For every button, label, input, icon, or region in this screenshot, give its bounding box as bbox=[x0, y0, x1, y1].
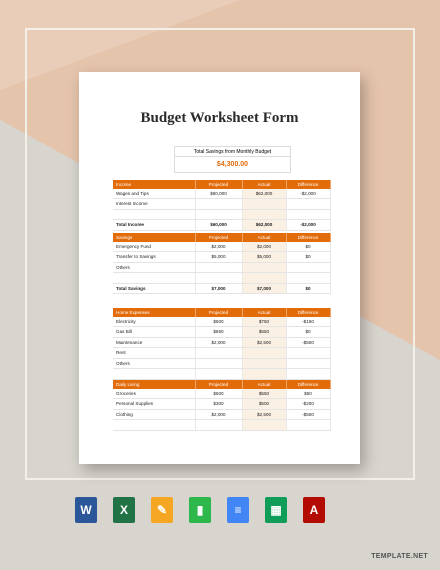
actual-cell bbox=[242, 420, 286, 431]
budget-table-daily-living bbox=[113, 380, 331, 431]
table-row bbox=[113, 348, 330, 359]
row-label: Transfer to Savings bbox=[113, 252, 195, 263]
row-label bbox=[113, 209, 195, 220]
brand-logo bbox=[371, 553, 428, 560]
column-header: Actual bbox=[242, 380, 286, 389]
brand-name: TEMPLATE bbox=[371, 553, 411, 560]
numbers-icon[interactable] bbox=[189, 497, 211, 523]
projected-cell bbox=[195, 358, 242, 369]
document-title: Budget Worksheet Form bbox=[140, 110, 299, 126]
projected-cell bbox=[195, 199, 242, 210]
table-row bbox=[113, 369, 330, 380]
table-row bbox=[113, 317, 330, 327]
budget-table-savings bbox=[113, 233, 331, 294]
total-row bbox=[113, 220, 330, 231]
row-label: Total Savings bbox=[113, 283, 195, 294]
table-row bbox=[113, 358, 330, 369]
row-label bbox=[113, 273, 195, 284]
table-row bbox=[113, 273, 330, 284]
difference-cell bbox=[286, 209, 330, 220]
difference-cell bbox=[286, 358, 330, 369]
pdf-icon[interactable] bbox=[303, 497, 325, 523]
actual-cell: $2,500 bbox=[242, 337, 286, 348]
google-sheets-icon[interactable] bbox=[265, 497, 287, 523]
row-label: Electricity bbox=[113, 317, 195, 327]
word-icon[interactable] bbox=[75, 497, 97, 523]
table-row bbox=[113, 337, 330, 348]
actual-cell: $62,000 bbox=[242, 220, 286, 231]
projected-cell bbox=[195, 209, 242, 220]
column-header: Difference bbox=[286, 233, 330, 242]
difference-cell: $0 bbox=[286, 242, 330, 252]
total-savings-label: Total Savings from Monthly Budget bbox=[175, 147, 291, 157]
row-label: Maintenance bbox=[113, 337, 195, 348]
projected-cell: $2,000 bbox=[195, 242, 242, 252]
difference-cell: -$500 bbox=[286, 337, 330, 348]
difference-cell: -$500 bbox=[286, 409, 330, 420]
actual-cell: $750 bbox=[242, 317, 286, 327]
column-header: Actual bbox=[242, 308, 286, 317]
section-header: Income bbox=[113, 180, 195, 189]
actual-cell bbox=[242, 209, 286, 220]
total-row bbox=[113, 283, 330, 294]
difference-cell: -$2,000 bbox=[286, 220, 330, 231]
row-label bbox=[113, 369, 195, 380]
difference-cell bbox=[286, 369, 330, 380]
table-header-row bbox=[113, 308, 330, 317]
section-header: Savings bbox=[113, 233, 195, 242]
brand-suffix: .NET bbox=[410, 553, 428, 560]
table-header-row bbox=[113, 180, 330, 189]
actual-cell bbox=[242, 358, 286, 369]
table-row bbox=[113, 399, 330, 410]
difference-cell bbox=[286, 273, 330, 284]
column-header: Projected bbox=[195, 233, 242, 242]
column-header: Projected bbox=[195, 380, 242, 389]
difference-cell: $0 bbox=[286, 327, 330, 338]
actual-cell: $500 bbox=[242, 399, 286, 410]
difference-cell: $50 bbox=[286, 389, 330, 399]
difference-cell: -$2,000 bbox=[286, 189, 330, 199]
total-savings-box bbox=[174, 146, 291, 173]
row-label: Rent bbox=[113, 348, 195, 359]
google-docs-icon[interactable] bbox=[227, 497, 249, 523]
pdf-icon-glyph: A bbox=[309, 503, 319, 517]
table-row bbox=[113, 262, 330, 273]
table-header-row bbox=[113, 233, 330, 242]
table-row bbox=[113, 420, 330, 431]
excel-icon-glyph: X bbox=[119, 503, 128, 517]
table-row bbox=[113, 409, 330, 420]
projected-cell: $60,000 bbox=[195, 220, 242, 231]
actual-cell: $62,000 bbox=[242, 189, 286, 199]
format-icons-row bbox=[75, 497, 365, 523]
column-header: Projected bbox=[195, 308, 242, 317]
table-row bbox=[113, 209, 330, 220]
row-label: Others bbox=[113, 358, 195, 369]
projected-cell: $600 bbox=[195, 389, 242, 399]
row-label: Emergency Fund bbox=[113, 242, 195, 252]
difference-cell: $0 bbox=[286, 252, 330, 263]
actual-cell: $650 bbox=[242, 327, 286, 338]
column-header: Difference bbox=[286, 380, 330, 389]
pages-icon[interactable] bbox=[151, 497, 173, 523]
row-label: Clothing bbox=[113, 409, 195, 420]
actual-cell: $5,000 bbox=[242, 252, 286, 263]
projected-cell bbox=[195, 262, 242, 273]
column-header: Actual bbox=[242, 180, 286, 189]
document-page bbox=[79, 72, 360, 464]
projected-cell bbox=[195, 369, 242, 380]
projected-cell bbox=[195, 420, 242, 431]
google-sheets-icon-glyph: ▦ bbox=[270, 503, 282, 517]
actual-cell bbox=[242, 369, 286, 380]
budget-table-income bbox=[113, 180, 331, 231]
difference-cell: -$200 bbox=[286, 399, 330, 410]
column-header: Projected bbox=[195, 180, 242, 189]
actual-cell bbox=[242, 273, 286, 284]
actual-cell: $2,500 bbox=[242, 409, 286, 420]
projected-cell: $650 bbox=[195, 327, 242, 338]
difference-cell bbox=[286, 199, 330, 210]
actual-cell bbox=[242, 262, 286, 273]
pages-icon-glyph: ✎ bbox=[156, 503, 168, 517]
total-savings-amount: $4,300.00 bbox=[175, 157, 291, 173]
projected-cell: $600 bbox=[195, 317, 242, 327]
actual-cell: $7,000 bbox=[242, 283, 286, 294]
row-label: Gas Bill bbox=[113, 327, 195, 338]
difference-cell bbox=[286, 348, 330, 359]
difference-cell bbox=[286, 420, 330, 431]
projected-cell: $2,000 bbox=[195, 409, 242, 420]
column-header: Difference bbox=[286, 308, 330, 317]
table-row bbox=[113, 189, 330, 199]
google-docs-icon-glyph: ≡ bbox=[234, 503, 242, 517]
projected-cell: $5,000 bbox=[195, 252, 242, 263]
row-label: Personal Supplies bbox=[113, 399, 195, 410]
table-row bbox=[113, 389, 330, 399]
projected-cell: $60,000 bbox=[195, 189, 242, 199]
word-icon-glyph: W bbox=[80, 503, 92, 517]
row-label: Others bbox=[113, 262, 195, 273]
row-label: Interest Income bbox=[113, 199, 195, 210]
table-row bbox=[113, 252, 330, 263]
row-label: Wages and Tips bbox=[113, 189, 195, 199]
projected-cell: $2,000 bbox=[195, 337, 242, 348]
table-row bbox=[113, 242, 330, 252]
actual-cell bbox=[242, 348, 286, 359]
column-header: Actual bbox=[242, 233, 286, 242]
difference-cell bbox=[286, 262, 330, 273]
column-header: Difference bbox=[286, 180, 330, 189]
projected-cell: $300 bbox=[195, 399, 242, 410]
projected-cell bbox=[195, 273, 242, 284]
section-header: Home Expenses bbox=[113, 308, 195, 317]
actual-cell: $550 bbox=[242, 389, 286, 399]
actual-cell bbox=[242, 199, 286, 210]
projected-cell: $7,000 bbox=[195, 283, 242, 294]
difference-cell: $0 bbox=[286, 283, 330, 294]
section-header: Daily Living bbox=[113, 380, 195, 389]
row-label: Total Income bbox=[113, 220, 195, 231]
projected-cell bbox=[195, 348, 242, 359]
excel-icon[interactable] bbox=[113, 497, 135, 523]
actual-cell: $2,000 bbox=[242, 242, 286, 252]
difference-cell: -$150 bbox=[286, 317, 330, 327]
row-label: Groceries bbox=[113, 389, 195, 399]
row-label bbox=[113, 420, 195, 431]
table-row bbox=[113, 199, 330, 210]
numbers-icon-glyph: ▮ bbox=[196, 503, 204, 517]
budget-table-home-expenses bbox=[113, 308, 331, 380]
table-header-row bbox=[113, 380, 330, 389]
table-row bbox=[113, 327, 330, 338]
